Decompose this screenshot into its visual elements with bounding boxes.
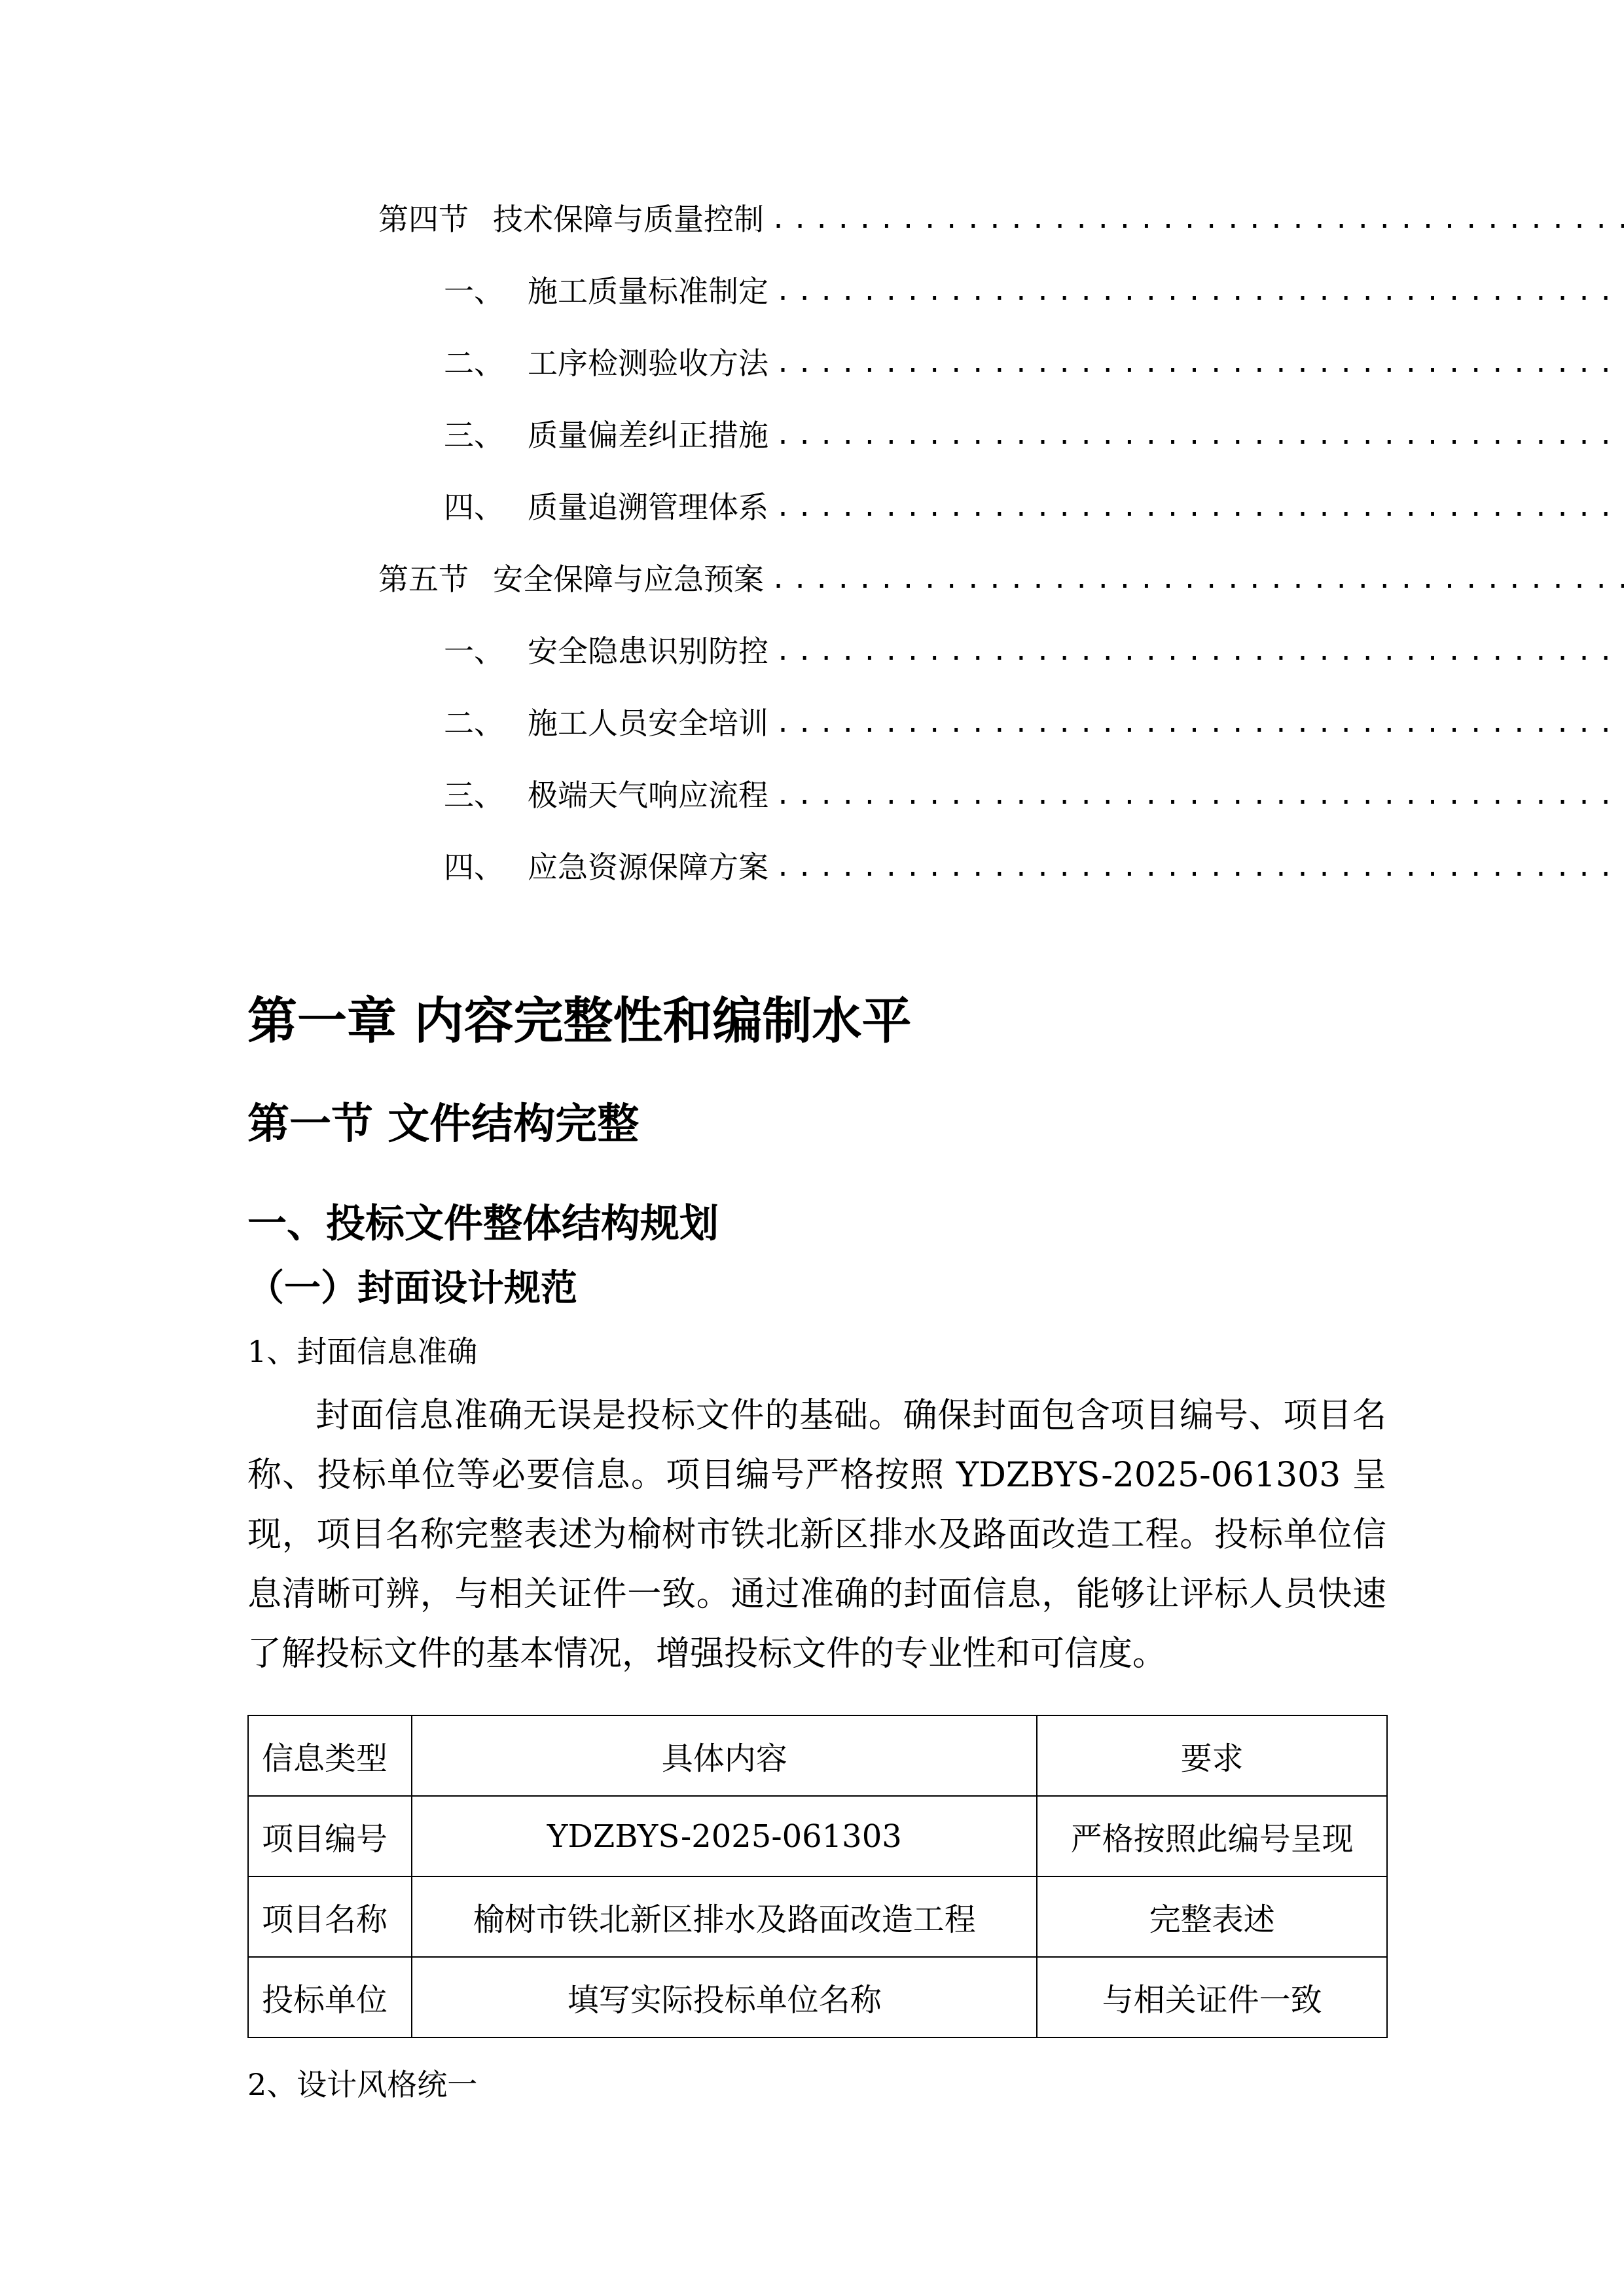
toc-number: 一、 bbox=[444, 274, 504, 309]
table-cell: 投标单位 bbox=[248, 1957, 412, 2037]
toc-title: 技术保障与质量控制 bbox=[493, 202, 764, 237]
toc-leader bbox=[775, 412, 1624, 458]
toc-leader bbox=[775, 700, 1624, 746]
toc-number: 四、 bbox=[444, 490, 504, 525]
toc-title: 工序检测验收方法 bbox=[528, 346, 768, 381]
toc-number: 一、 bbox=[444, 634, 504, 669]
toc-entry[interactable] bbox=[378, 196, 1624, 242]
toc-leader bbox=[775, 484, 1624, 530]
toc-title: 施工质量标准制定 bbox=[528, 274, 768, 309]
toc-entry[interactable] bbox=[378, 556, 1624, 602]
toc-number: 第五节 bbox=[378, 562, 469, 597]
section-title: 第一节 文件结构完整 bbox=[247, 1100, 640, 1149]
toc-entry[interactable] bbox=[444, 412, 1624, 458]
table-header-cell: 信息类型 bbox=[248, 1715, 412, 1796]
toc-title: 质量偏差纠正措施 bbox=[528, 418, 768, 453]
table-cell: 完整表述 bbox=[1037, 1876, 1387, 1957]
chapter-title: 第一章 内容完整性和编制水平 bbox=[247, 992, 912, 1050]
table-cell: YDZBYS-2025-061303 bbox=[412, 1796, 1037, 1876]
table-cell: 榆树市铁北新区排水及路面改造工程 bbox=[412, 1876, 1037, 1957]
toc-number: 三、 bbox=[444, 778, 504, 813]
body-paragraph: 封面信息准确无误是投标文件的基础。确保封面包含项目编号、项目名称、投标单位等必要信息。项目编号严格按照 YDZBYS-2025-061303 呈现，项目名称完整表述为榆树市铁北新区排水及路面改造工程。投标单位信息清晰可辨，与相关证件一致。通过准确的封面信息，能够让评标人员快速了解投标文件的基本情况，增强投标文件的专业性和可信度。 bbox=[247, 1396, 1386, 1674]
point-title: 1、封面信息准确 bbox=[247, 1334, 478, 1369]
table-row bbox=[248, 1957, 1387, 2037]
toc-title: 施工人员安全培训 bbox=[528, 706, 768, 741]
toc-entry[interactable] bbox=[444, 628, 1624, 674]
table-cell: 填写实际投标单位名称 bbox=[412, 1957, 1037, 2037]
toc-number: 第四节 bbox=[378, 202, 469, 237]
toc-number: 三、 bbox=[444, 418, 504, 453]
subitem-title: （一）封面设计规范 bbox=[247, 1266, 577, 1310]
toc-leader bbox=[770, 196, 1624, 242]
table-header-row bbox=[248, 1715, 1387, 1796]
toc-title: 安全隐患识别防控 bbox=[528, 634, 768, 669]
table-row bbox=[248, 1876, 1387, 1957]
item-title: 一、投标文件整体结构规划 bbox=[247, 1201, 719, 1247]
toc-entry[interactable] bbox=[444, 484, 1624, 530]
table-cell: 与相关证件一致 bbox=[1037, 1957, 1387, 2037]
toc-entry[interactable] bbox=[444, 268, 1624, 314]
toc-leader bbox=[775, 844, 1624, 890]
toc-leader bbox=[775, 772, 1624, 818]
cover-info-table bbox=[247, 1715, 1388, 2038]
toc-title: 应急资源保障方案 bbox=[528, 850, 768, 885]
table-header-cell: 具体内容 bbox=[412, 1715, 1037, 1796]
table-cell: 项目编号 bbox=[248, 1796, 412, 1876]
toc-number: 二、 bbox=[444, 706, 504, 741]
toc-entry[interactable] bbox=[444, 772, 1624, 818]
point-title: 2、设计风格统一 bbox=[247, 2067, 478, 2102]
toc-leader bbox=[775, 268, 1624, 314]
toc-number: 四、 bbox=[444, 850, 504, 885]
table-row bbox=[248, 1796, 1387, 1876]
table-header-cell: 要求 bbox=[1037, 1715, 1387, 1796]
toc-title: 极端天气响应流程 bbox=[528, 778, 768, 813]
toc-leader bbox=[775, 340, 1624, 386]
toc-entry[interactable] bbox=[444, 340, 1624, 386]
toc-number: 二、 bbox=[444, 346, 504, 381]
toc-entry[interactable] bbox=[444, 844, 1624, 890]
toc-title: 安全保障与应急预案 bbox=[493, 562, 764, 597]
toc-leader bbox=[775, 628, 1624, 674]
toc-title: 质量追溯管理体系 bbox=[528, 490, 768, 525]
toc-leader bbox=[770, 556, 1624, 602]
toc-entry[interactable] bbox=[444, 700, 1624, 746]
table-cell: 项目名称 bbox=[248, 1876, 412, 1957]
table-cell: 严格按照此编号呈现 bbox=[1037, 1796, 1387, 1876]
